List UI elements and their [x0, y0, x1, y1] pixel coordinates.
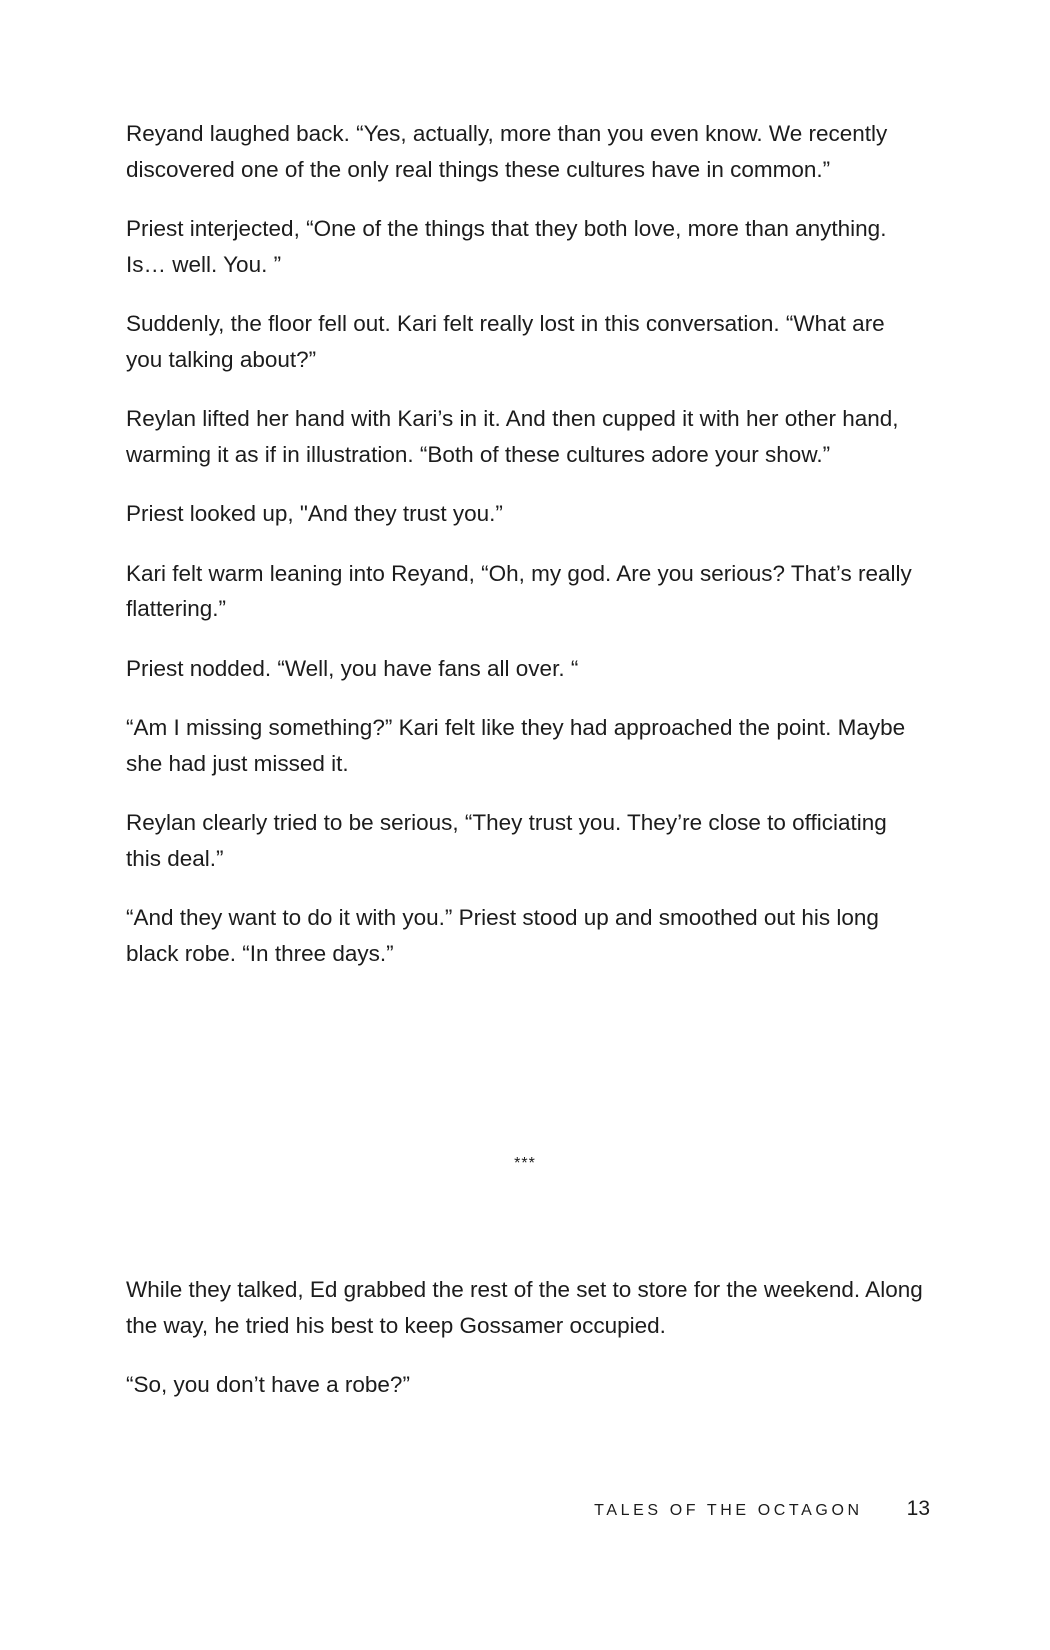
- paragraph: “Am I missing something?” Kari felt like they had approached the point. Maybe she had just missed it.: [126, 715, 906, 776]
- running-footer: [594, 1497, 930, 1521]
- paragraph: Reyand laughed back. “Yes, actually, more than you even know. We recently discovered one of the only real things these cultures have in common.”: [126, 121, 888, 182]
- section-two: [126, 1272, 926, 1427]
- paragraph: Priest looked up, "And they trust you.”: [126, 501, 503, 526]
- paragraph: “And they want to do it with you.” Priest stood up and smoothed out his long black robe. “In three days.”: [126, 905, 879, 966]
- paragraph: Reylan clearly tried to be serious, “They trust you. They’re close to officiating this deal.”: [126, 810, 887, 871]
- paragraph: Suddenly, the floor fell out. Kari felt really lost in this conversation. “What are you talking about?”: [126, 311, 885, 372]
- paragraph: Reylan lifted her hand with Kari’s in it. And then cupped it with her other hand, warming it as if in illustration. “Both of these cultures adore your show.”: [126, 406, 899, 467]
- book-title: TALES OF THE OCTAGON: [594, 1502, 863, 1519]
- section-one: [126, 116, 926, 995]
- paragraph: Priest nodded. “Well, you have fans all over. “: [126, 655, 579, 681]
- paragraph: While they talked, Ed grabbed the rest of the set to store for the weekend. Along the way, he tried his best to keep Gossamer occupied.: [126, 1277, 923, 1338]
- paragraph: “So, you don’t have a robe?”: [126, 1372, 410, 1397]
- page-number: 13: [906, 1497, 930, 1520]
- paragraph: Priest interjected, “One of the things that they both love, more than anything. Is… well. You. ”: [126, 216, 887, 277]
- section-break: ***: [514, 1155, 536, 1172]
- paragraph: Kari felt warm leaning into Reyand, “Oh, my god. Are you serious? That’s really flattering.”: [126, 560, 912, 621]
